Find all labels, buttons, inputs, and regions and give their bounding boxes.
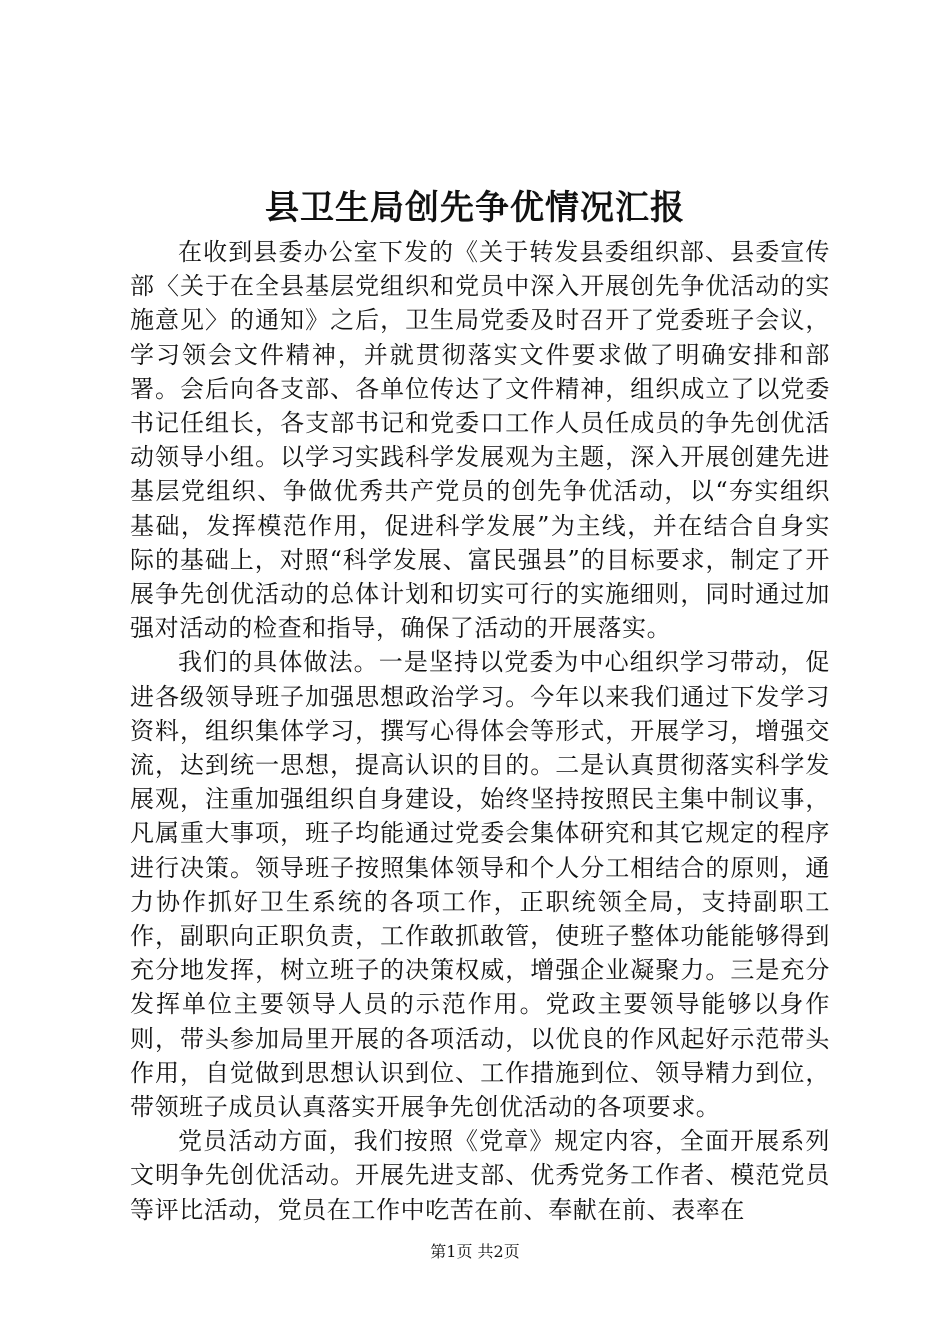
paragraph-2: 我们的具体做法。一是坚持以党委为中心组织学习带动，促进各级领导班子加强思想政治学习。今年以来我们通过下发学习资料，组织集体学习，撰写心得体会等形式，开展学习，增强交流，达到统一思想，提高认识的目的。二是认真贯彻落实科学发展观，注重加强组织自身建设，始终坚持按照民主集中制议事，凡属重大事项，班子均能通过党委会集体研究和其它规定的程序进行决策。领导班子按照集体领导和个人分工相结合的原则，通力协作抓好卫生系统的各项工作，正职统领全局，支持副职工作，副职向正职负责，工作敢抓敢管，使班子整体功能能够得到充分地发挥，树立班子的决策权威，增强企业凝聚力。三是充分发挥单位主要领导人员的示范作用。党政主要领导能够以身作则，带头参加局里开展的各项活动，以优良的作风起好示范带头作用，自觉做到思想认识到位、工作措施到位、领导精力到位，带领班子成员认真落实开展争先创优活动的各项要求。 [130,648,830,1122]
paragraph-3: 党员活动方面，我们按照《党章》规定内容，全面开展系列文明争先创优活动。开展先进支部、优秀党务工作者、模范党员等评比活动，党员在工作中吃苦在前、奉献在前、表率在 [130,1127,830,1224]
document-body [130,235,830,1227]
paragraph-1: 在收到县委办公室下发的《关于转发县委组织部、县委宣传部〈关于在全县基层党组织和党员中深入开展创先争优活动的实施意见〉的通知》之后，卫生局党委及时召开了党委班子会议，学习领会文件精神，并就贯彻落实文件要求做了明确安排和部署。会后向各支部、各单位传达了文件精神，组织成立了以党委书记任组长，各支部书记和党委口工作人员任成员的争先创优活动领导小组。以学习实践科学发展观为主题，深入开展创建先进基层党组织、争做优秀共产党员的创先争优活动，以“夯实组织基础，发挥模范作用，促进科学发展”为主线，并在结合自身实际的基础上，对照“科学发展、富民强县”的目标要求，制定了开展争先创优活动的总体计划和切实可行的实施细则，同时通过加强对活动的检查和指导，确保了活动的开展落实。 [130,238,830,643]
page-footer: 第1页 共2页 [430,1242,520,1261]
document-title: 县卫生局创先争优情况汇报 [265,188,685,228]
